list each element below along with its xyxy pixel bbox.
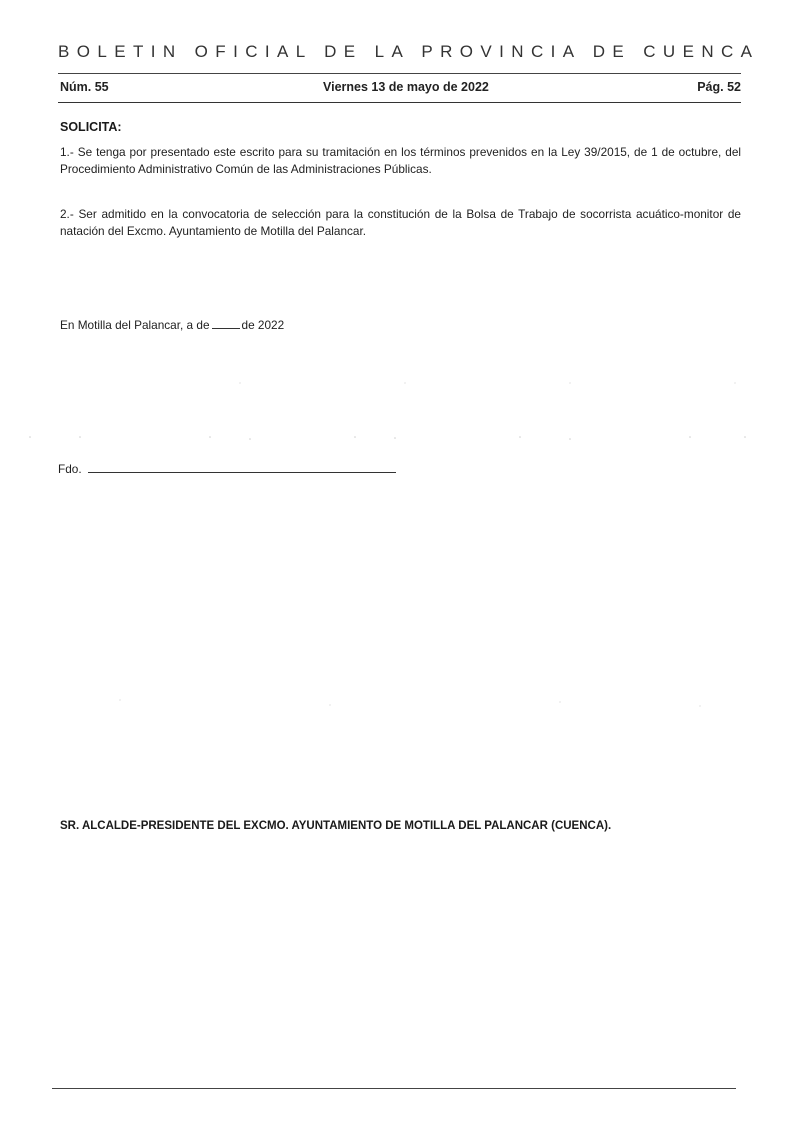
signature-blank-field[interactable]	[88, 460, 396, 473]
issue-info-row	[60, 80, 741, 98]
day-blank-field[interactable]	[212, 317, 240, 329]
signature-line	[58, 460, 396, 476]
issue-number: Núm. 55	[60, 80, 109, 94]
request-paragraph-1: 1.- Se tenga por presentado este escrito para su tramitación en los términos prevenidos en la Ley 39/2015, de 1 de octubre, del Procedimiento Administrativo Común de las Administraciones Públicas.	[60, 145, 741, 176]
header-top-rule	[58, 73, 741, 74]
page-number: Pág. 52	[697, 80, 741, 94]
place-date-suffix: de 2022	[241, 318, 285, 332]
section-heading: SOLICITA:	[60, 120, 122, 134]
masthead-title: BOLETIN OFICIAL DE LA PROVINCIA DE CUENCA	[58, 42, 760, 61]
place-date-line	[60, 317, 284, 332]
request-paragraph-2: 2.- Ser admitido en la convocatoria de selección para la constitución de la Bolsa de Trabajo de socorrista acuático-monitor de natación del Excmo. Ayuntamiento de Motilla del Palancar.	[60, 207, 741, 238]
place-date-prefix: En Motilla del Palancar, a de	[60, 318, 210, 332]
footer-rule	[52, 1088, 736, 1089]
signature-label: Fdo.	[58, 462, 82, 476]
issue-date: Viernes 13 de mayo de 2022	[323, 80, 489, 94]
scan-speckles	[29, 382, 746, 706]
header-bottom-rule	[58, 102, 741, 103]
addressee-line: SR. ALCALDE-PRESIDENTE DEL EXCMO. AYUNTAMIENTO DE MOTILLA DEL PALANCAR (CUENCA).	[60, 820, 612, 832]
